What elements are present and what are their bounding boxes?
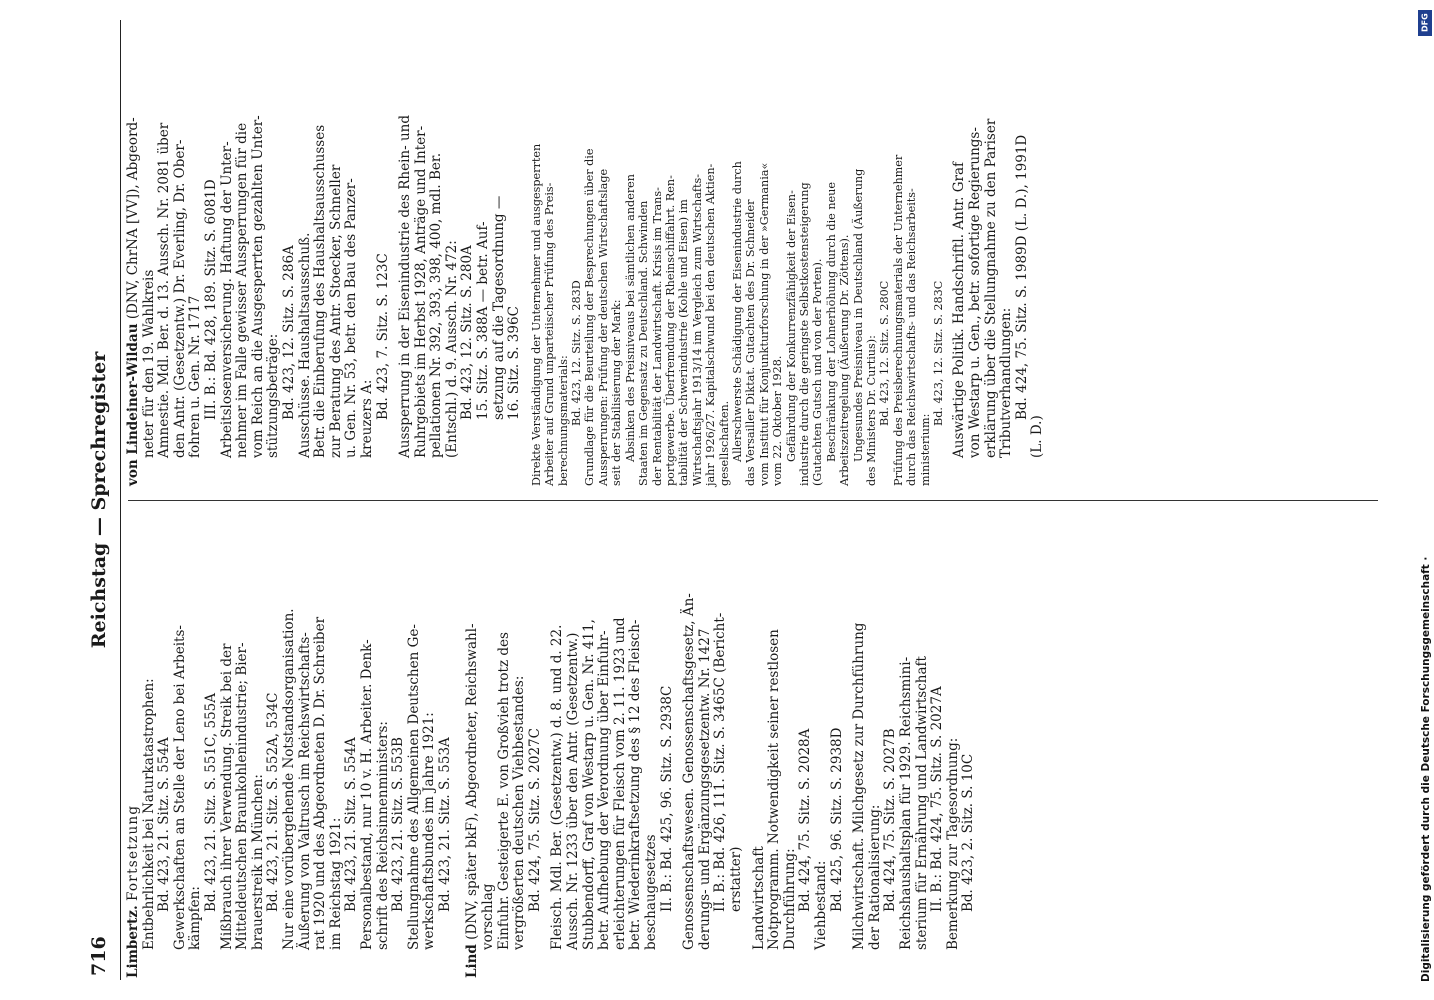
note-line: Wirtschaftsjahr 1913/14 im Vergleich zum Wirtschafts- <box>690 173 704 486</box>
topic-line: sterium für Ernährung und Landwirtschaft <box>913 656 930 950</box>
citation: Bd. 424, 75. Sitz. S. 2027B <box>882 728 899 912</box>
topic-line: von Westarp u. Gen., betr. sofortige Regierungs- <box>967 127 984 458</box>
note-citation: Bd. 423, 12. Sitz. S. 283D <box>570 280 584 426</box>
note-citation: Bd. 423, 12. Sitz. S. 280C <box>878 280 892 426</box>
citation: Bd. 423, 2. Sitz. S. 10C <box>960 753 977 912</box>
note-line: Direkte Verständigung der Unternehmer und ausgesperrten <box>529 143 543 486</box>
topic-line: Stubbendorff, Graf von Westarp u. Gen. Nr. 411, <box>580 619 597 950</box>
topic-line: den Antr. (Gesetzentw.) Dr. Everling, Dr. Ober- <box>171 139 188 458</box>
topic-line: Genossenschaftswesen. Genossenschaftsgesetz, Än- <box>681 593 698 950</box>
topic-line: Äußerung von Valtrusch im Reichswirtschafts- <box>296 632 313 950</box>
topic-line: vergrößerten deutschen Viehbestandes: <box>511 675 528 950</box>
note-line: portgewerbe. Überfremdung der Rheinschiffahrt. Ren- <box>663 175 677 486</box>
note-line: ministerium: <box>918 413 932 486</box>
entry-limbertz <box>126 516 453 978</box>
speaker-affiliation: (DNV, später bkF), Abgeordneter, Reichswahl- <box>464 623 481 940</box>
topic-line: Aussch. Nr. 1233 über den Antr. (Gesetzentw.) <box>565 632 582 950</box>
note-line: Prüfung des Preisberechnungsmaterials der Unternehmer <box>891 154 905 486</box>
topic-line: erklärung über die Stellungnahme zu den Pariser <box>982 118 999 458</box>
topic-line: u. Gen. Nr. 53, betr. den Bau des Panzer- <box>343 178 360 458</box>
note-line: Ungesundes Preisniveau in Deutschland (Äußerung <box>851 168 865 462</box>
topic-line: Milchwirtschaft. Milchgesetz zur Durchführung <box>851 622 868 950</box>
topic-line: Landwirtschaft <box>750 846 767 950</box>
citation: Bd. 424, 75. Sitz. S. 2027C <box>526 728 543 912</box>
topic-line: Ruhrgebiets im Herbst 1928, Anträge und Inter- <box>412 125 429 458</box>
speaker-affiliation: (DNV, ChrNA [VV]), Abgeord- <box>125 117 141 320</box>
topic-line: Gewerkschaften an Stelle der Leno bei Arbeits- <box>171 625 188 950</box>
topic-line: Stellungnahme des Allgemeinen Deutschen Ge- <box>405 624 422 950</box>
topic-line: Durchführung: <box>781 848 798 950</box>
note-line: der Rentabilität der Landwirtschaft. Krisis im Trans- <box>650 187 664 486</box>
running-head <box>82 20 122 980</box>
citation: 16. Sitz. S. 396C <box>506 306 523 420</box>
note-line: jahr 1926/27. Kapitalschwund bei den deutschen Aktien- <box>704 163 718 486</box>
citation: Bd. 424, 75. Sitz. S. 1989D (L. D.), 1991D <box>1013 134 1030 420</box>
citation: II. B.: Bd. 424, 75. Sitz. S. 2027A <box>929 686 946 912</box>
topic-line: werkschaftsbundes im Jahre 1921: <box>421 712 438 950</box>
topic-line: Arbeitslosenversicherung. Haftung der Unter- <box>218 141 235 458</box>
topic-line: derungs- und Ergänzungsgesetzentw. Nr. 1427 <box>696 628 713 950</box>
topic-line: zur Beratung des Antr. Stoecker, Schneller <box>327 164 344 458</box>
citation: Bd. 423, 7. Sitz. S. 123C <box>374 253 391 420</box>
entry-lind <box>465 516 976 978</box>
note-line: Grundlage für die Beurteilung der Besprechungen über die <box>583 148 597 486</box>
note-line: Staaten im Gegensatz zu Deutschland. Schwinden <box>637 200 651 486</box>
citation: II. B.: Bd. 425, 96. Sitz. S. 2938C <box>658 685 675 912</box>
citation: Bd. 423, 21. Sitz. S. 554A <box>343 737 360 912</box>
note-line: gesellschaften. <box>717 400 731 486</box>
note-line: berechnungsmaterials: <box>556 355 570 486</box>
note-line: Allerschwerste Schädigung der Eisenindustrie durch <box>730 161 744 462</box>
topic-line: Einfuhr. Gesteigerte E. von Großvieh trotz des <box>495 632 512 950</box>
topic-line: vom Reich an die Ausgesperrten gezahlten Unter- <box>249 115 266 458</box>
citation: Bd. 424, 75. Sitz. S. 2028A <box>797 728 814 912</box>
topic-line: Ausschüsse. Haushaltsausschuß. <box>296 232 313 458</box>
topic-line: fohren u. Gen. Nr. 1717 <box>187 295 204 458</box>
topic-line: Nur eine vorübergehende Notstandsorganisation. <box>280 608 297 950</box>
topic-line: Bemerkung zur Tagesordnung: <box>944 737 961 950</box>
dfg-logo: DFG <box>1418 10 1432 36</box>
speaker-affiliation-cont: neter für den 19. Wahlkreis <box>140 269 157 458</box>
rotated-register-sheet <box>82 20 1382 980</box>
topic-line: pellationen Nr. 392, 393, 398, 400, mdl. Ber. <box>428 152 445 458</box>
topic-line: Auswärtige Politik. Handschriftl. Antr. Graf <box>951 161 968 458</box>
note-line: (Gutachten Gutsch und von der Porten). <box>811 258 825 486</box>
entry-lindeiner-wildau <box>126 24 1046 486</box>
speaker-name: von Lindeiner-Wildau <box>125 323 141 486</box>
note-line: Beschränkung der Lohnerhöhung durch die neue <box>824 182 838 462</box>
topic-line: erleichterungen für Fleisch vom 2. 11. 1923 und <box>611 617 628 950</box>
note-citation: Bd. 423, 12. Sitz. S. 283C <box>932 280 946 426</box>
citation: Bd. 423, 21. Sitz. S. 553B <box>390 737 407 912</box>
topic-line: der Rationalisierung: <box>866 804 883 950</box>
topic-line: kreuzers A: <box>358 379 375 458</box>
note-line: das Versailler Diktat. Gutachten des Dr. Schneider <box>744 199 758 486</box>
note-line: Aussperrungen: Prüfung der deutschen Wirtschaftslage <box>596 168 610 486</box>
note-line: Absinken des Preisniveaus bei sämtlichen anderen <box>623 174 637 462</box>
citation: Bd. 425, 96. Sitz. S. 2938D <box>828 727 845 912</box>
topic-line: Aussperrung in der Eisenindustrie des Rhein- und <box>397 115 414 458</box>
topic-line: Notprogramm. Notwendigkeit seiner restlosen <box>766 629 783 950</box>
topic-line: im Reichstag 1921: <box>327 817 344 950</box>
column-divider <box>128 500 1378 501</box>
header-rule <box>120 20 121 980</box>
topic-line: stützungsbeträge: <box>265 333 282 458</box>
topic-line: beschaugesetzes <box>643 834 659 950</box>
citation: setzung auf die Tagesordnung — <box>490 195 507 420</box>
topic-line: Viehbestand: <box>812 860 829 950</box>
citation: 15. Sitz. S. 388A — betr. Auf- <box>475 221 492 420</box>
topic-line: Personalbestand, nur 10 v. H. Arbeiter. Denk- <box>358 639 375 950</box>
topic-line: rat 1920 und des Abgeordneten D. Dr. Schreiber <box>312 616 329 950</box>
topic-line: Reichshaushaltsplan für 1929. Reichsmini- <box>897 656 914 950</box>
note-line: vom 22. Oktober 1928. <box>771 355 785 486</box>
topic-line: Mitteldeutschen Braunkohlenindustrie; Bier- <box>234 642 251 950</box>
topic-line: Betr. die Einberufung des Haushaltsausschusses <box>312 124 329 458</box>
topic-line: schrift des Reichsinnenministers: <box>374 721 391 950</box>
citation: Bd. 423, 21. Sitz. S. 552A, 534C <box>265 692 282 912</box>
right-column <box>126 24 1046 486</box>
note-line: Arbeiter auf Grund unparteiischer Prüfung des Preis- <box>543 182 557 486</box>
citation: (L. D.) <box>1029 415 1046 458</box>
topic-line: Fleisch. Mdl. Ber. (Gesetzentw.) d. 8. und d. 22. <box>549 624 566 950</box>
topic-line: Entbehrlichkeit bei Naturkatastrophen: <box>140 678 157 950</box>
citation: Bd. 423, 21. Sitz. S. 551C, 555A <box>202 692 219 912</box>
topic-line: brauerstreik in München: <box>249 774 266 950</box>
citation: erstatter) <box>727 846 744 912</box>
note-line: industrie durch die geringste Selbstkostensteigerung <box>797 182 811 486</box>
entry-heading: Fortsetzung <box>125 804 141 902</box>
left-column <box>126 516 977 978</box>
topic-line: nehmer im Falle gewisser Aussperrungen für die <box>234 122 251 458</box>
page-title: Reichstag — Sprechregister <box>88 351 110 649</box>
note-line: Arbeitszeitregelung (Äußerung Dr. Zöttens). <box>838 234 852 486</box>
digitization-credit: Digitalisierung gefördert durch die Deutsche Forschungsgemeinschaft · <box>1420 556 1432 982</box>
sub-notes <box>530 24 946 486</box>
note-line: tabilität der Schwerindustrie (Kohle und Eisen) im <box>677 199 691 486</box>
citation: II. B.: Bd. 426, 111. Sitz. S. 3465C (Bericht- <box>712 612 729 912</box>
citation: III. B.: Bd. 428, 189. Sitz. S. 6081D <box>202 179 219 420</box>
note-line: Gefährdung der Konkurrenzfähigkeit der Eisen- <box>784 190 798 462</box>
citation: Bd. 423, 21. Sitz. S. 554A <box>156 737 173 912</box>
speaker-name: Limbertz. <box>125 905 141 978</box>
topic-line: betr. Wiederinkraftsetzung des § 12 des Fleisch- <box>627 619 644 950</box>
note-line: vom Institut für Konjunkturforschung in der »Germania« <box>757 162 771 486</box>
citation: Bd. 423, 12. Sitz. S. 286A <box>280 245 297 420</box>
topic-line: kämpfen: <box>187 886 204 950</box>
citation: Bd. 423, 21. Sitz. S. 553A <box>436 737 453 912</box>
topic-line: betr. Aufhebung der Verordnung über Einfuhr- <box>596 630 613 950</box>
note-line: seit der Stabilisierung der Mark: <box>610 299 624 486</box>
speaker-affiliation-cont: vorschlag <box>480 883 497 950</box>
note-line: durch das Reichswirtschafts- und das Reichsarbeits- <box>905 188 919 486</box>
page-number: 716 <box>88 936 110 976</box>
note-line: des Ministers Dr. Curtius): <box>865 335 878 486</box>
topic-line: Amnestie. Mdl. Ber. d. 13. Aussch. Nr. 2081 über <box>156 122 173 458</box>
speaker-name: Lind <box>464 944 481 978</box>
topic-line: Mißbrauch ihrer Verwendung. Streik bei der <box>218 643 235 950</box>
topic-line: Tributverhandlungen: <box>998 307 1015 458</box>
citation: Bd. 423, 12. Sitz. S. 280A <box>459 245 476 420</box>
topic-line: (Entschl.) d. 9. Aussch. Nr. 472: <box>443 240 460 458</box>
